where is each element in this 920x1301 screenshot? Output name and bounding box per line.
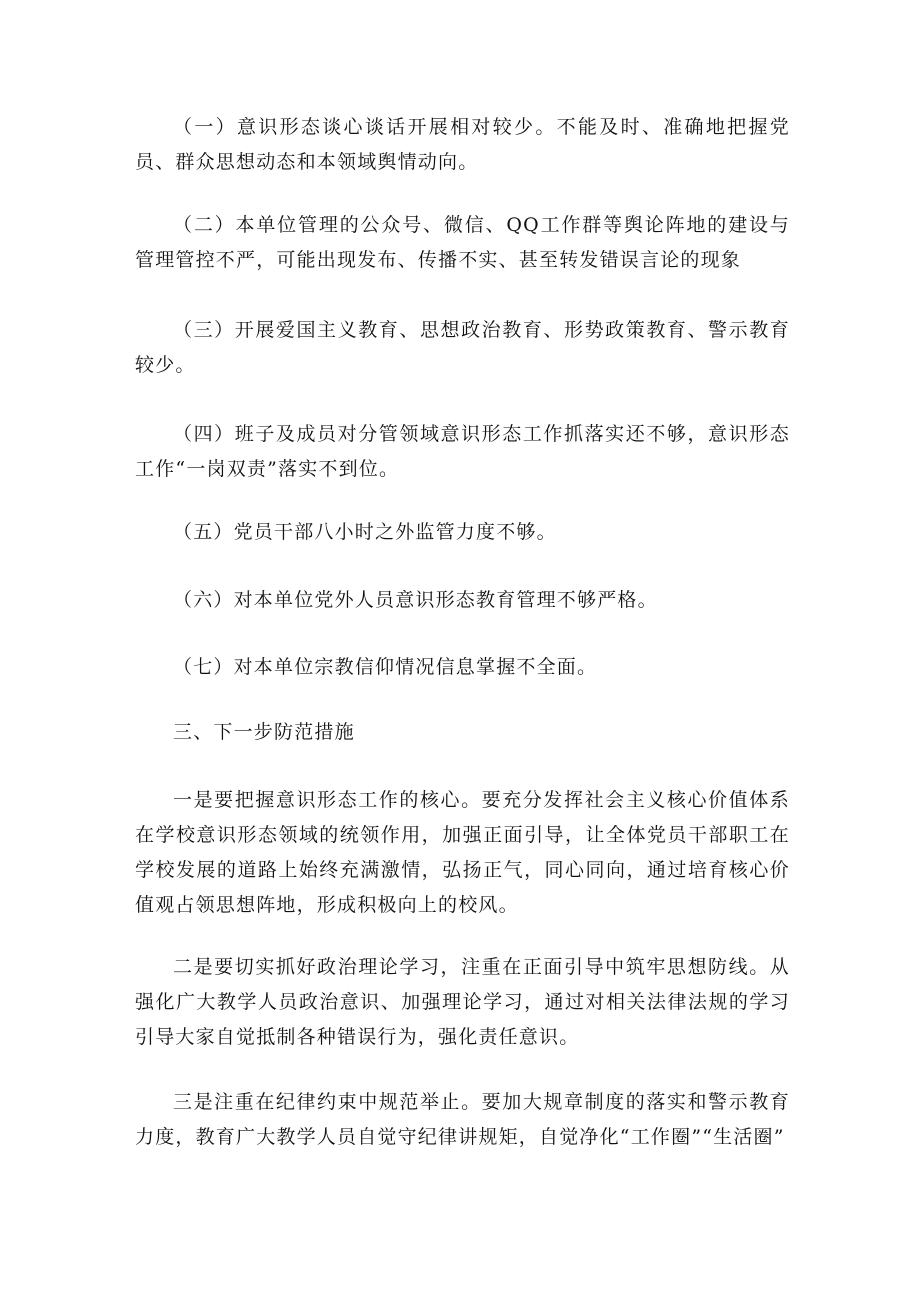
section-heading-next-steps: 三、下一步防范措施 — [173, 721, 355, 743]
paragraph-issue-7: （七）对本单位宗教信仰情况信息掌握不全面。 — [173, 656, 598, 678]
paragraph-issue-6: （六）对本单位党外人员意识形态教育管理不够严格。 — [173, 589, 658, 611]
paragraph-issue-3: （三）开展爱国主义教育、思想政治教育、形势政策教育、警示教育较少。 — [135, 319, 790, 376]
paragraph-measure-1: 一是要把握意识形态工作的核心。要充分发挥社会主义核心价值体系在学校意识形态领域的统领作用，加强正面引导，让全体党员干部职工在学校发展的道路上始终充满激情，弘扬正气，同心同向，通过培育核心价值观占领思想阵地，形成积极向上的校风。 — [135, 789, 790, 916]
paragraph-issue-2: （二）本单位管理的公众号、微信、QQ工作群等舆论阵地的建设与管理管控不严，可能出现发布、传播不实、甚至转发错误言论的现象 — [135, 214, 790, 271]
paragraph-issue-5: （五）党员干部八小时之外监管力度不够。 — [173, 521, 557, 543]
paragraph-issue-4: （四）班子及成员对分管领域意识形态工作抓落实还不够，意识形态工作“一岗双责”落实不到位。 — [135, 423, 790, 480]
paragraph-issue-1: （一）意识形态谈心谈话开展相对较少。不能及时、准确地把握党员、群众思想动态和本领域舆情动向。 — [135, 116, 790, 173]
paragraph-measure-3: 三是注重在纪律约束中规范举止。要加大规章制度的落实和警示教育力度，教育广大教学人员自觉守纪律讲规矩，自觉净化“工作圈”“生活圈” — [135, 1091, 790, 1148]
paragraph-measure-2: 二是要切实抓好政治理论学习，注重在正面引导中筑牢思想防线。从强化广大教学人员政治意识、加强理论学习，通过对相关法律法规的学习引导大家自觉抵制各种错误行为，强化责任意识。 — [135, 956, 790, 1048]
